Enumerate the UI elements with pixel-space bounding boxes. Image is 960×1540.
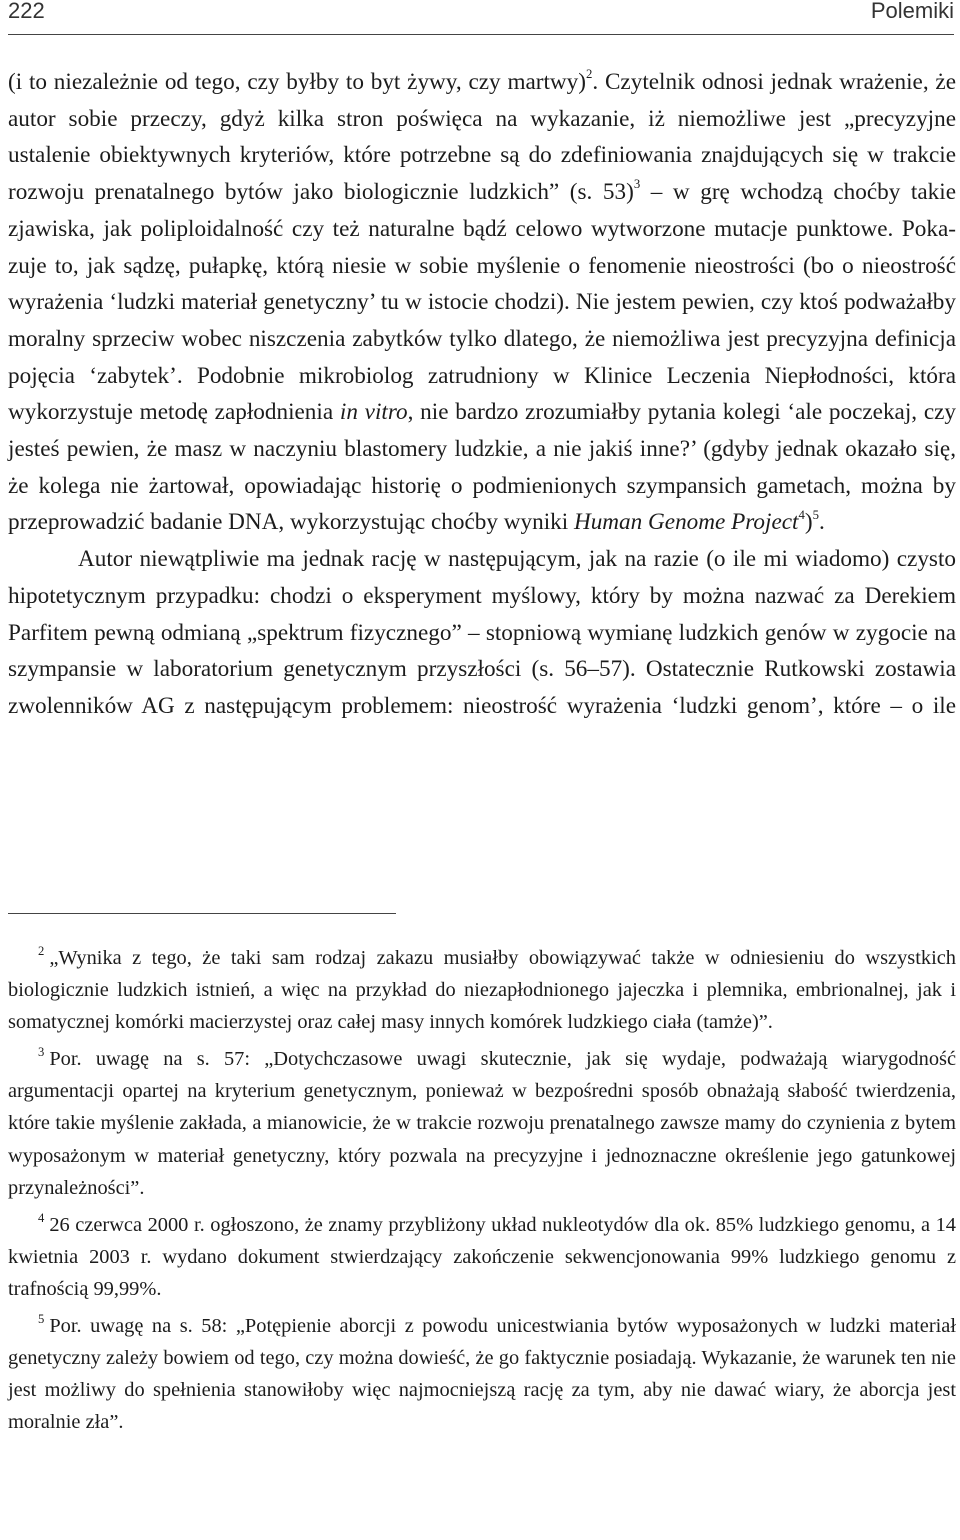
footnote-ref-2[interactable]: 2 (586, 67, 593, 82)
footnote-ref-3[interactable]: 3 (633, 177, 641, 192)
p1-italic-in-vitro: in vitro (339, 399, 408, 426)
footnote-2 (8, 942, 956, 1038)
running-header (8, 0, 954, 26)
footnote-text: „Wynika z tego, że taki sam rodzaj zakazu musiałby obowiązywać także w odniesieniu do wszystkich biologicznie ludzkich istnień, a więc na przykład do niezapłodnionego jajeczka i plemnika, embrionalnej, jak i somatycznej komórki macierzystej oraz całej masy innych komórek ludzkiego ciała (tamże)”. (8, 947, 956, 1034)
footnote-4 (8, 1209, 956, 1305)
p1-text-2: . Czytelnik odnosi jednak wrażenie, że autor sobie przeczy, gdyż kilka stron poświęca na wykazanie, iż niemożliwe jest „precyzyjne ustalenie obiektywnych kryteriów, które potrzebne są do zdefiniowania znajdujących się w trakcie rozwoju prenatalnego bytów jako biologicznie ludzkich” (s. 53) (8, 69, 956, 206)
footnote-text: Por. uwagę na s. 57: „Dotychczasowe uwagi skutecznie, jak się wydaje, podważają wiarygodność argumentacji opartej na kryterium genetycznym, ponieważ w bezpośredni sposób obnażają słabość twierdzenia, które takie myślenie zakłada, a mianowicie, że w trakcie rozwoju prenatalnego zawsze mamy do czynienia z bytem wyposażonym w materiał genetyczny, który pozwala na precyzyjne i jednoznaczne określenie jego gatunkowej przynależności”. (8, 1048, 956, 1199)
paragraph-2: Autor niewątpliwie ma jednak rację w następującym, jak na razie (o ile mi wiadomo) czysto hipotetycznym przypadku: chodzi o eksperyment myślowy, który by można nazwać za Derekiem Parfitem pewną odmianą „spektrum fizycznego” – stopniową wymianę ludzkich genów w zygocie na szympansie w laboratorium genetycznym przyszłości (s. 56–57). Ostatecznie Rutkowski zostawia zwolenników AG z następującym problemem: nieostrość wyrażenia ‘ludzki genom’, które – o ile (8, 546, 956, 719)
footnote-text: 26 czerwca 2000 r. ogłoszono, że znamy przybliżony układ nukleotydów dla ok. 85% ludzkiego genomu, a 14 kwietnia 2003 r. wydano dokument stwierdzający zakończenie sekwencjonowania 99% ludzkiego genomu z trafnością 99,99%. (8, 1213, 956, 1300)
p1-italic-hgp: Human Genome Project (573, 509, 799, 536)
main-text (8, 64, 956, 725)
running-head-title: Polemiki (870, 0, 954, 23)
footnotes (8, 942, 956, 1438)
footnote-number: 4 (38, 1210, 45, 1225)
footnote-5 (8, 1310, 956, 1438)
footnote-text: Por. uwagę na s. 58: „Potępienie aborcji z powodu unicestwiania bytów wyposażonych w ludzki materiał genetyczny zależy bowiem od tego, czy można dowieść, że go faktycznie posiadają. Wykazanie, że warunek ten nie jest możliwy do spełnienia stanowiłoby więc najmocniejszą rację za tym, aby nie dawać wiary, że aborcja jest moralnie zła”. (8, 1315, 956, 1434)
page-number: 222 (8, 0, 45, 23)
footnote-number: 2 (38, 943, 45, 958)
p1-text-3: – w grę wchodzą choćby takie zjawiska, jak poliploidalność czy też naturalne bądź celowo wytworzone mutacje punktowe. Pokazuje to, jak sądzę, pułapkę, którą niesie w sobie myślenie o fenomenie nieostrości (bo o nieostrość wyrażenia ‘ludzki materiał genetyczny’ tu w istocie chodzi). Nie jestem pewien, czy ktoś podważałby moralny sprzeciw wobec niszczenia zabytków tylko dlatego, że niemożliwa jest precyzyjna definicja pojęcia ‘zabytek’. Podobnie mikrobiolog zatrudniony w Klinice Leczenia Niepłodności, która wykorzystuje metodę zapłodnienia (8, 179, 956, 426)
footnote-number: 3 (38, 1045, 45, 1060)
footnote-ref-4[interactable]: 4 (798, 507, 805, 522)
footnote-number: 5 (38, 1311, 45, 1326)
footnote-rule (8, 913, 396, 914)
p1-text-1: (i to niezależnie od tego, czy byłby to byt żywy, czy martwy) (8, 69, 586, 95)
header-rule (8, 34, 954, 35)
p1-text-5: ) (804, 509, 813, 536)
footnote-3 (8, 1043, 956, 1203)
footnote-ref-5[interactable]: 5 (812, 507, 819, 522)
p1-text-6: . (818, 509, 825, 536)
p1-text-4: , nie bardzo zrozumiałby pytania kolegi ‘ale poczekaj, czy jesteś pewien, że masz w naczyniu blastomery ludzkie, a nie jakiś inne?’ (gdyby jednak okazało się, że kolega nie żartował, opowiadając historię o podmienionych szympansich gametach, można by przeprowadzić badanie DNA, wykorzystując choćby wyniki (8, 399, 957, 536)
paragraph-1 (8, 64, 956, 541)
